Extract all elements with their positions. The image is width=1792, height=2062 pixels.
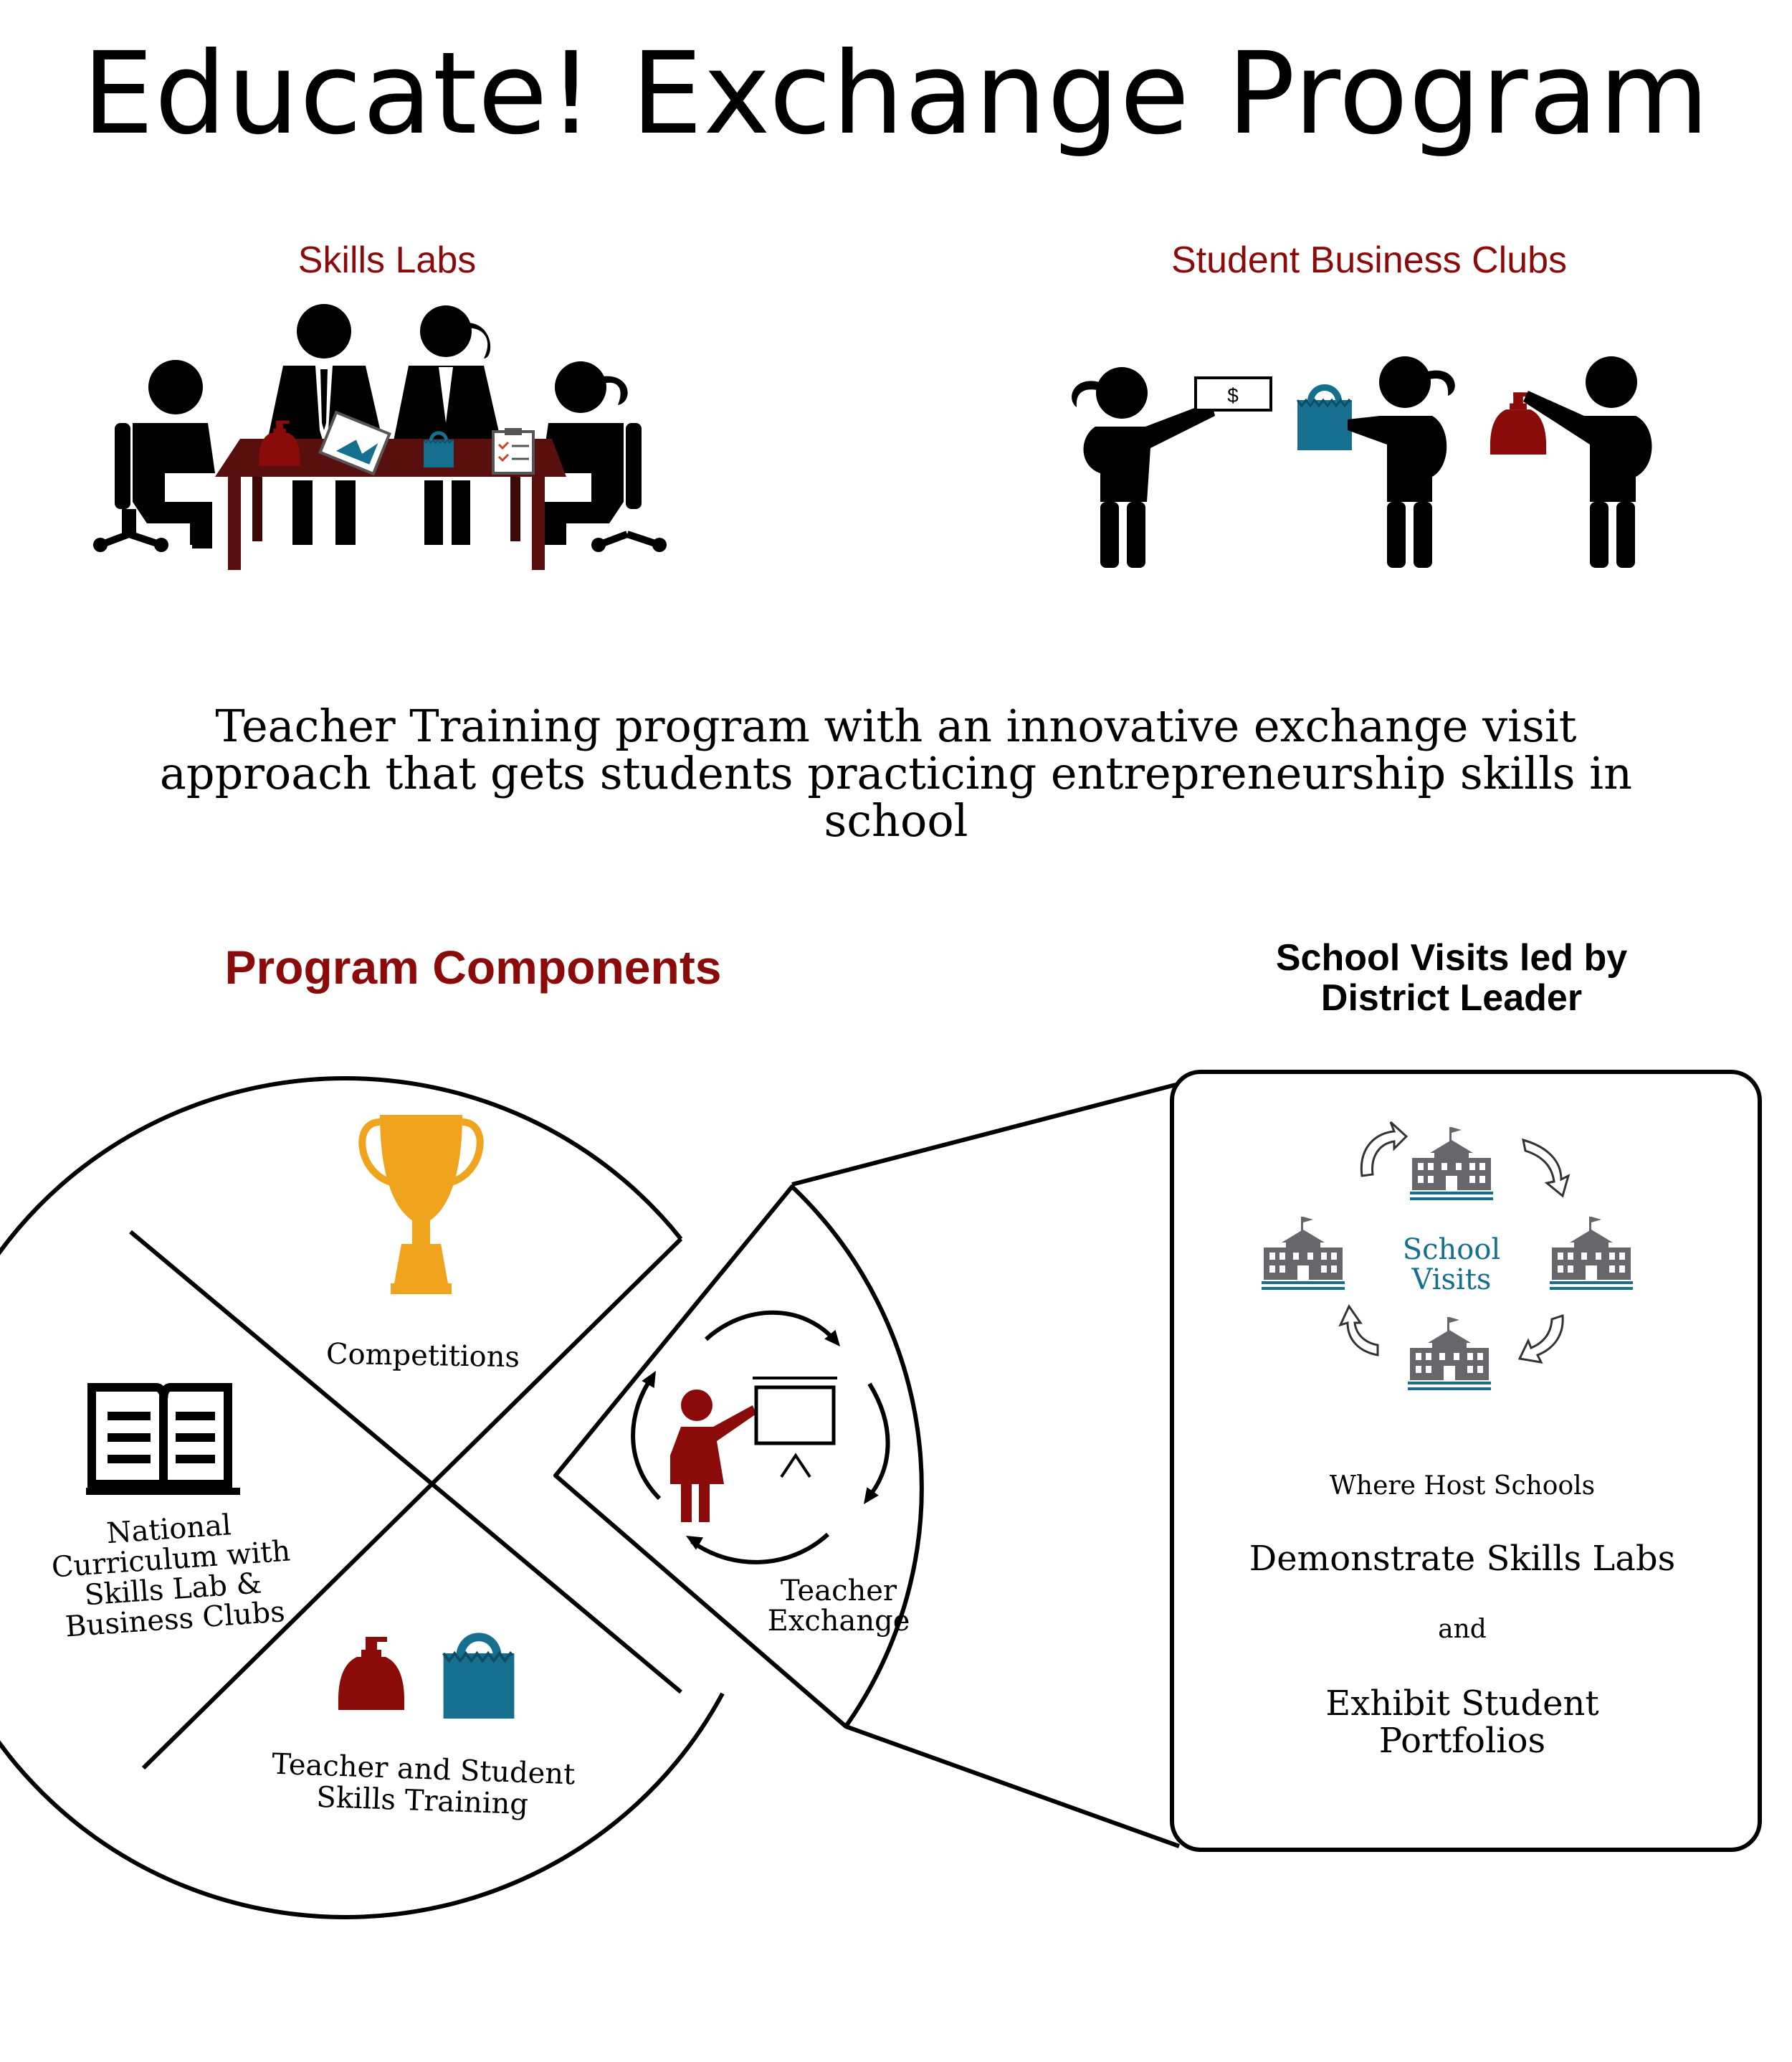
- money-bill-icon: [1196, 378, 1271, 410]
- clipboard-on-table-icon: [493, 428, 533, 473]
- skills-training-label: Teacher and Student Skills Training: [271, 1747, 576, 1822]
- curriculum-label: National Curriculum with Skills Lab & Business Clubs: [50, 1509, 292, 1644]
- main-title: Educate! Exchange Program: [82, 28, 1710, 160]
- open-book-icon: [86, 1387, 240, 1491]
- wheel-divider-lower: [143, 1239, 681, 1768]
- teacher-presenting-icon: [670, 1377, 837, 1522]
- training-soap-icon: [338, 1637, 404, 1710]
- school-building-right-icon: [1550, 1217, 1633, 1290]
- seated-person-left-icon: [93, 360, 215, 552]
- girl-with-bag-icon: [1348, 356, 1455, 568]
- boy-giving-soap-icon: [1523, 356, 1652, 568]
- skills-labs-heading: Skills Labs: [297, 239, 477, 281]
- host-schools-line: Where Host Schools: [1329, 1471, 1596, 1501]
- school-building-top-icon: [1410, 1127, 1493, 1200]
- callout-line-top: [792, 1085, 1176, 1184]
- program-summary: Teacher Training program with an innovative exchange visit approach that gets students practicing entrepreneurship skills in school: [159, 700, 1633, 847]
- callout-line-bottom: [846, 1726, 1179, 1846]
- girl-giving-money-icon: [1072, 367, 1215, 568]
- demonstrate-line: Demonstrate Skills Labs: [1249, 1539, 1676, 1579]
- training-bag-icon: [444, 1637, 515, 1719]
- school-building-bottom-icon: [1408, 1317, 1491, 1390]
- school-visits-center-label: School Visits: [1402, 1233, 1501, 1296]
- program-components-heading: Program Components: [224, 941, 722, 994]
- business-clubs-illustration: [1072, 356, 1652, 568]
- shopping-bag-icon: [1297, 388, 1352, 451]
- teacher-exchange-wedge: [556, 1187, 922, 1726]
- business-clubs-heading: Student Business Clubs: [1171, 239, 1568, 281]
- seated-person-right-icon: [541, 361, 667, 552]
- skills-lab-illustration: [93, 304, 667, 570]
- money-symbol: $: [1227, 384, 1239, 407]
- standing-woman-icon: [393, 305, 502, 545]
- trophy-icon: [362, 1115, 480, 1294]
- exhibit-line: Exhibit Student Portfolios: [1325, 1683, 1599, 1761]
- and-line: and: [1438, 1615, 1487, 1644]
- competitions-label: Competitions: [325, 1337, 520, 1374]
- teacher-exchange-label: Teacher Exchange: [767, 1574, 910, 1638]
- school-visits-heading: School Visits led by District Leader: [1275, 937, 1628, 1019]
- school-building-left-icon: [1262, 1217, 1345, 1290]
